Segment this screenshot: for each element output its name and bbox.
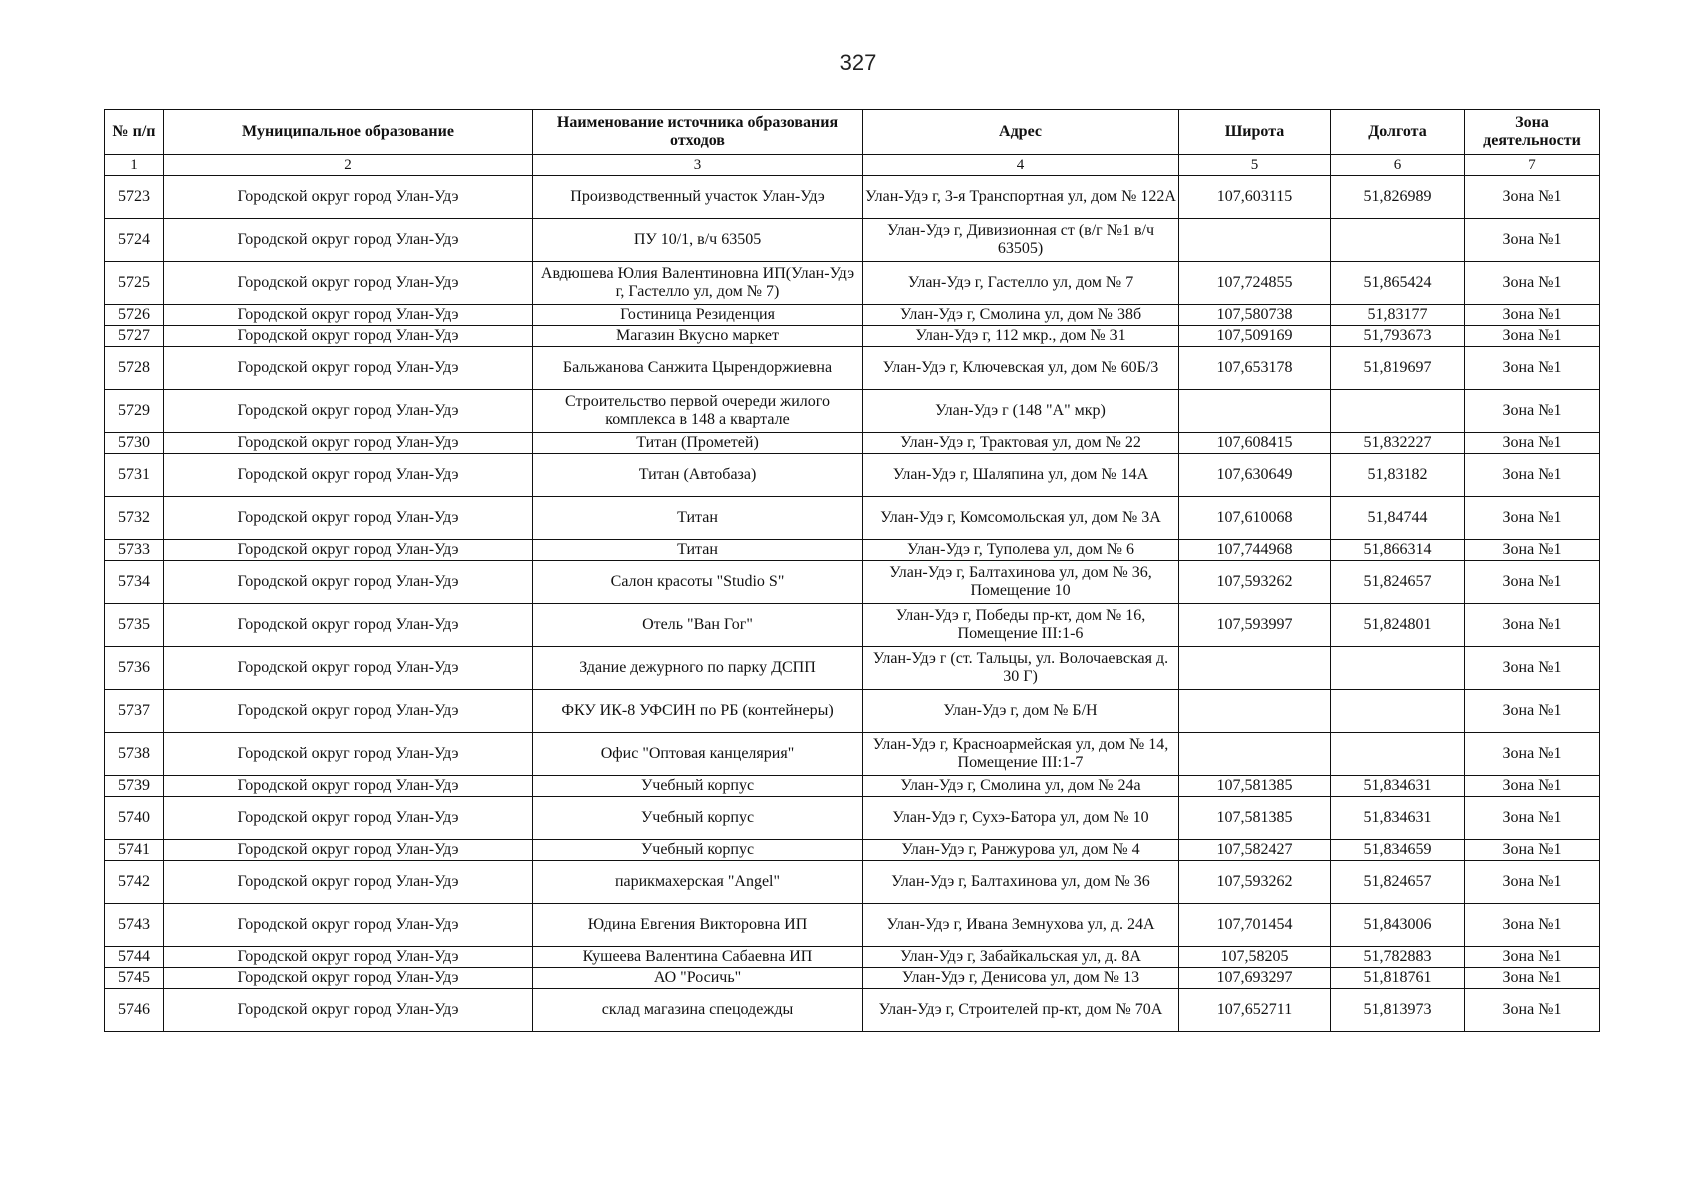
- cell-latitude: [1179, 647, 1331, 690]
- cell-municipality: Городской округ город Улан-Удэ: [164, 604, 533, 647]
- cell-source-name: ПУ 10/1, в/ч 63505: [533, 219, 863, 262]
- cell-longitude: 51,813973: [1331, 989, 1465, 1032]
- cell-address: Улан-Удэ г, Победы пр-кт, дом № 16, Помещение III:1-6: [863, 604, 1179, 647]
- cell-source-name: АО "Росичь": [533, 968, 863, 989]
- cell-address: Улан-Удэ г, 3-я Транспортная ул, дом № 122А: [863, 176, 1179, 219]
- cell-latitude: 107,581385: [1179, 797, 1331, 840]
- cell-row-number: 5727: [105, 326, 164, 347]
- cell-row-number: 5746: [105, 989, 164, 1032]
- cell-latitude: 107,652711: [1179, 989, 1331, 1032]
- cell-source-name: Производственный участок Улан-Удэ: [533, 176, 863, 219]
- cell-longitude: 51,834659: [1331, 840, 1465, 861]
- header-source-name: Наименование источника образования отходов: [533, 110, 863, 155]
- cell-row-number: 5725: [105, 262, 164, 305]
- cell-zone: Зона №1: [1465, 433, 1600, 454]
- cell-zone: Зона №1: [1465, 690, 1600, 733]
- cell-source-name: Учебный корпус: [533, 776, 863, 797]
- cell-row-number: 5723: [105, 176, 164, 219]
- cell-longitude: 51,826989: [1331, 176, 1465, 219]
- cell-latitude: 107,582427: [1179, 840, 1331, 861]
- cell-source-name: Учебный корпус: [533, 797, 863, 840]
- cell-latitude: 107,693297: [1179, 968, 1331, 989]
- cell-source-name: Гостиница Резиденция: [533, 305, 863, 326]
- column-number: 5: [1179, 155, 1331, 176]
- cell-address: Улан-Удэ г, Денисова ул, дом № 13: [863, 968, 1179, 989]
- cell-municipality: Городской округ город Улан-Удэ: [164, 947, 533, 968]
- cell-longitude: 51,866314: [1331, 540, 1465, 561]
- header-municipality: Муниципальное образование: [164, 110, 533, 155]
- waste-sources-table: [104, 109, 1600, 1032]
- column-number: 3: [533, 155, 863, 176]
- cell-longitude: 51,843006: [1331, 904, 1465, 947]
- cell-row-number: 5728: [105, 347, 164, 390]
- cell-zone: Зона №1: [1465, 989, 1600, 1032]
- cell-zone: Зона №1: [1465, 219, 1600, 262]
- cell-source-name: Здание дежурного по парку ДСПП: [533, 647, 863, 690]
- cell-row-number: 5732: [105, 497, 164, 540]
- cell-row-number: 5734: [105, 561, 164, 604]
- table-row: [105, 497, 1600, 540]
- cell-municipality: Городской округ город Улан-Удэ: [164, 262, 533, 305]
- cell-source-name: Юдина Евгения Викторовна ИП: [533, 904, 863, 947]
- cell-row-number: 5742: [105, 861, 164, 904]
- cell-latitude: 107,724855: [1179, 262, 1331, 305]
- cell-zone: Зона №1: [1465, 561, 1600, 604]
- cell-source-name: Салон красоты "Studio S": [533, 561, 863, 604]
- cell-zone: Зона №1: [1465, 540, 1600, 561]
- cell-address: Улан-Удэ г, Ранжурова ул, дом № 4: [863, 840, 1179, 861]
- header-zone: Зона деятельности: [1465, 110, 1600, 155]
- cell-source-name: Бальжанова Санжита Цырендоржиевна: [533, 347, 863, 390]
- cell-source-name: Титан (Автобаза): [533, 454, 863, 497]
- table-row: [105, 904, 1600, 947]
- cell-latitude: 107,610068: [1179, 497, 1331, 540]
- cell-row-number: 5724: [105, 219, 164, 262]
- cell-municipality: Городской округ город Улан-Удэ: [164, 497, 533, 540]
- cell-row-number: 5737: [105, 690, 164, 733]
- cell-zone: Зона №1: [1465, 904, 1600, 947]
- cell-latitude: 107,593262: [1179, 861, 1331, 904]
- cell-address: Улан-Удэ г, Ключевская ул, дом № 60Б/3: [863, 347, 1179, 390]
- cell-source-name: ФКУ ИК-8 УФСИН по РБ (контейнеры): [533, 690, 863, 733]
- cell-municipality: Городской округ город Улан-Удэ: [164, 733, 533, 776]
- cell-zone: Зона №1: [1465, 454, 1600, 497]
- cell-latitude: 107,593997: [1179, 604, 1331, 647]
- cell-zone: Зона №1: [1465, 861, 1600, 904]
- cell-address: Улан-Удэ г, Строителей пр-кт, дом № 70А: [863, 989, 1179, 1032]
- cell-zone: Зона №1: [1465, 647, 1600, 690]
- cell-source-name: Отель "Ван Гог": [533, 604, 863, 647]
- cell-row-number: 5730: [105, 433, 164, 454]
- table-row: [105, 561, 1600, 604]
- table-row: [105, 968, 1600, 989]
- cell-zone: Зона №1: [1465, 947, 1600, 968]
- table-row: [105, 262, 1600, 305]
- cell-latitude: [1179, 219, 1331, 262]
- cell-address: Улан-Удэ г, Ивана Земнухова ул, д. 24А: [863, 904, 1179, 947]
- cell-longitude: 51,834631: [1331, 776, 1465, 797]
- cell-source-name: Титан: [533, 497, 863, 540]
- cell-source-name: Строительство первой очереди жилого комплекса в 148 а квартале: [533, 390, 863, 433]
- cell-row-number: 5740: [105, 797, 164, 840]
- cell-latitude: [1179, 690, 1331, 733]
- header-longitude: Долгота: [1331, 110, 1465, 155]
- cell-municipality: Городской округ город Улан-Удэ: [164, 861, 533, 904]
- cell-municipality: Городской округ город Улан-Удэ: [164, 776, 533, 797]
- cell-zone: Зона №1: [1465, 797, 1600, 840]
- cell-address: Улан-Удэ г, Комсомольская ул, дом № 3А: [863, 497, 1179, 540]
- cell-zone: Зона №1: [1465, 733, 1600, 776]
- cell-municipality: Городской округ город Улан-Удэ: [164, 176, 533, 219]
- cell-address: Улан-Удэ г, Балтахинова ул, дом № 36, Помещение 10: [863, 561, 1179, 604]
- cell-address: Улан-Удэ г, Сухэ-Батора ул, дом № 10: [863, 797, 1179, 840]
- column-number: 4: [863, 155, 1179, 176]
- cell-municipality: Городской округ город Улан-Удэ: [164, 989, 533, 1032]
- table-row: [105, 989, 1600, 1032]
- cell-address: Улан-Удэ г (ст. Тальцы, ул. Волочаевская д. 30 Г): [863, 647, 1179, 690]
- table-row: [105, 604, 1600, 647]
- cell-row-number: 5745: [105, 968, 164, 989]
- cell-municipality: Городской округ город Улан-Удэ: [164, 904, 533, 947]
- cell-zone: Зона №1: [1465, 840, 1600, 861]
- header-row-number: № п/п: [105, 110, 164, 155]
- cell-zone: Зона №1: [1465, 776, 1600, 797]
- cell-latitude: 107,701454: [1179, 904, 1331, 947]
- header-address: Адрес: [863, 110, 1179, 155]
- cell-row-number: 5733: [105, 540, 164, 561]
- cell-municipality: Городской округ город Улан-Удэ: [164, 797, 533, 840]
- table-row: [105, 947, 1600, 968]
- cell-municipality: Городской округ город Улан-Удэ: [164, 219, 533, 262]
- cell-row-number: 5743: [105, 904, 164, 947]
- cell-municipality: Городской округ город Улан-Удэ: [164, 561, 533, 604]
- cell-zone: Зона №1: [1465, 347, 1600, 390]
- cell-zone: Зона №1: [1465, 305, 1600, 326]
- cell-longitude: [1331, 390, 1465, 433]
- cell-longitude: 51,819697: [1331, 347, 1465, 390]
- cell-municipality: Городской округ город Улан-Удэ: [164, 347, 533, 390]
- cell-longitude: 51,834631: [1331, 797, 1465, 840]
- cell-longitude: 51,865424: [1331, 262, 1465, 305]
- column-number: 1: [105, 155, 164, 176]
- table-row: [105, 647, 1600, 690]
- cell-address: Улан-Удэ г, дом № Б/Н: [863, 690, 1179, 733]
- cell-address: Улан-Удэ г (148 "А" мкр): [863, 390, 1179, 433]
- cell-row-number: 5738: [105, 733, 164, 776]
- table-row: [105, 540, 1600, 561]
- header-latitude: Широта: [1179, 110, 1331, 155]
- cell-longitude: 51,824657: [1331, 561, 1465, 604]
- cell-address: Улан-Удэ г, Красноармейская ул, дом № 14, Помещение III:1-7: [863, 733, 1179, 776]
- cell-row-number: 5729: [105, 390, 164, 433]
- cell-longitude: [1331, 690, 1465, 733]
- cell-source-name: Кушеева Валентина Сабаевна ИП: [533, 947, 863, 968]
- cell-address: Улан-Удэ г, Балтахинова ул, дом № 36: [863, 861, 1179, 904]
- cell-address: Улан-Удэ г, Трактовая ул, дом № 22: [863, 433, 1179, 454]
- cell-zone: Зона №1: [1465, 176, 1600, 219]
- cell-longitude: 51,793673: [1331, 326, 1465, 347]
- cell-address: Улан-Удэ г, Дивизионная ст (в/г №1 в/ч 63505): [863, 219, 1179, 262]
- table-row: [105, 390, 1600, 433]
- cell-address: Улан-Удэ г, Гастелло ул, дом № 7: [863, 262, 1179, 305]
- cell-zone: Зона №1: [1465, 968, 1600, 989]
- cell-longitude: 51,832227: [1331, 433, 1465, 454]
- cell-row-number: 5735: [105, 604, 164, 647]
- cell-zone: Зона №1: [1465, 497, 1600, 540]
- cell-row-number: 5744: [105, 947, 164, 968]
- column-number: 6: [1331, 155, 1465, 176]
- cell-latitude: 107,603115: [1179, 176, 1331, 219]
- column-number-row: [105, 155, 1600, 176]
- table-row: [105, 733, 1600, 776]
- table-header-row: [105, 110, 1600, 155]
- cell-row-number: 5731: [105, 454, 164, 497]
- cell-municipality: Городской округ город Улан-Удэ: [164, 647, 533, 690]
- cell-longitude: 51,83182: [1331, 454, 1465, 497]
- cell-address: Улан-Удэ г, Шаляпина ул, дом № 14А: [863, 454, 1179, 497]
- cell-row-number: 5739: [105, 776, 164, 797]
- cell-municipality: Городской округ город Улан-Удэ: [164, 326, 533, 347]
- cell-longitude: 51,824801: [1331, 604, 1465, 647]
- column-number: 7: [1465, 155, 1600, 176]
- table-row: [105, 690, 1600, 733]
- cell-zone: Зона №1: [1465, 262, 1600, 305]
- cell-zone: Зона №1: [1465, 604, 1600, 647]
- table-row: [105, 326, 1600, 347]
- cell-source-name: Титан: [533, 540, 863, 561]
- cell-longitude: 51,83177: [1331, 305, 1465, 326]
- cell-latitude: 107,593262: [1179, 561, 1331, 604]
- table-row: [105, 776, 1600, 797]
- cell-municipality: Городской округ город Улан-Удэ: [164, 690, 533, 733]
- table-row: [105, 433, 1600, 454]
- cell-latitude: 107,653178: [1179, 347, 1331, 390]
- cell-zone: Зона №1: [1465, 390, 1600, 433]
- cell-municipality: Городской округ город Улан-Удэ: [164, 540, 533, 561]
- cell-source-name: Учебный корпус: [533, 840, 863, 861]
- cell-longitude: [1331, 733, 1465, 776]
- cell-latitude: 107,744968: [1179, 540, 1331, 561]
- cell-municipality: Городской округ город Улан-Удэ: [164, 454, 533, 497]
- cell-source-name: Магазин Вкусно маркет: [533, 326, 863, 347]
- cell-longitude: 51,782883: [1331, 947, 1465, 968]
- cell-address: Улан-Удэ г, Смолина ул, дом № 38б: [863, 305, 1179, 326]
- cell-latitude: 107,608415: [1179, 433, 1331, 454]
- cell-latitude: [1179, 390, 1331, 433]
- cell-latitude: 107,630649: [1179, 454, 1331, 497]
- cell-municipality: Городской округ город Улан-Удэ: [164, 840, 533, 861]
- table-row: [105, 861, 1600, 904]
- table-row: [105, 305, 1600, 326]
- cell-latitude: 107,580738: [1179, 305, 1331, 326]
- table-row: [105, 454, 1600, 497]
- cell-source-name: склад магазина спецодежды: [533, 989, 863, 1032]
- cell-longitude: [1331, 219, 1465, 262]
- cell-address: Улан-Удэ г, Забайкальская ул, д. 8А: [863, 947, 1179, 968]
- cell-longitude: 51,84744: [1331, 497, 1465, 540]
- cell-row-number: 5726: [105, 305, 164, 326]
- cell-municipality: Городской округ город Улан-Удэ: [164, 305, 533, 326]
- table-row: [105, 797, 1600, 840]
- page-number: 327: [839, 50, 877, 75]
- cell-source-name: Авдюшева Юлия Валентиновна ИП(Улан-Удэ г, Гастелло ул, дом № 7): [533, 262, 863, 305]
- cell-source-name: Титан (Прометей): [533, 433, 863, 454]
- cell-address: Улан-Удэ г, Туполева ул, дом № 6: [863, 540, 1179, 561]
- cell-source-name: Офис "Оптовая канцелярия": [533, 733, 863, 776]
- table-row: [105, 219, 1600, 262]
- table-row: [105, 176, 1600, 219]
- cell-zone: Зона №1: [1465, 326, 1600, 347]
- cell-latitude: 107,509169: [1179, 326, 1331, 347]
- cell-longitude: 51,818761: [1331, 968, 1465, 989]
- cell-latitude: 107,58205: [1179, 947, 1331, 968]
- cell-address: Улан-Удэ г, 112 мкр., дом № 31: [863, 326, 1179, 347]
- cell-longitude: [1331, 647, 1465, 690]
- table-row: [105, 840, 1600, 861]
- cell-row-number: 5741: [105, 840, 164, 861]
- cell-row-number: 5736: [105, 647, 164, 690]
- cell-source-name: парикмахерская "Angel": [533, 861, 863, 904]
- column-number: 2: [164, 155, 533, 176]
- cell-latitude: [1179, 733, 1331, 776]
- cell-municipality: Городской округ город Улан-Удэ: [164, 390, 533, 433]
- cell-municipality: Городской округ город Улан-Удэ: [164, 433, 533, 454]
- table-row: [105, 347, 1600, 390]
- cell-latitude: 107,581385: [1179, 776, 1331, 797]
- cell-municipality: Городской округ город Улан-Удэ: [164, 968, 533, 989]
- cell-address: Улан-Удэ г, Смолина ул, дом № 24а: [863, 776, 1179, 797]
- cell-longitude: 51,824657: [1331, 861, 1465, 904]
